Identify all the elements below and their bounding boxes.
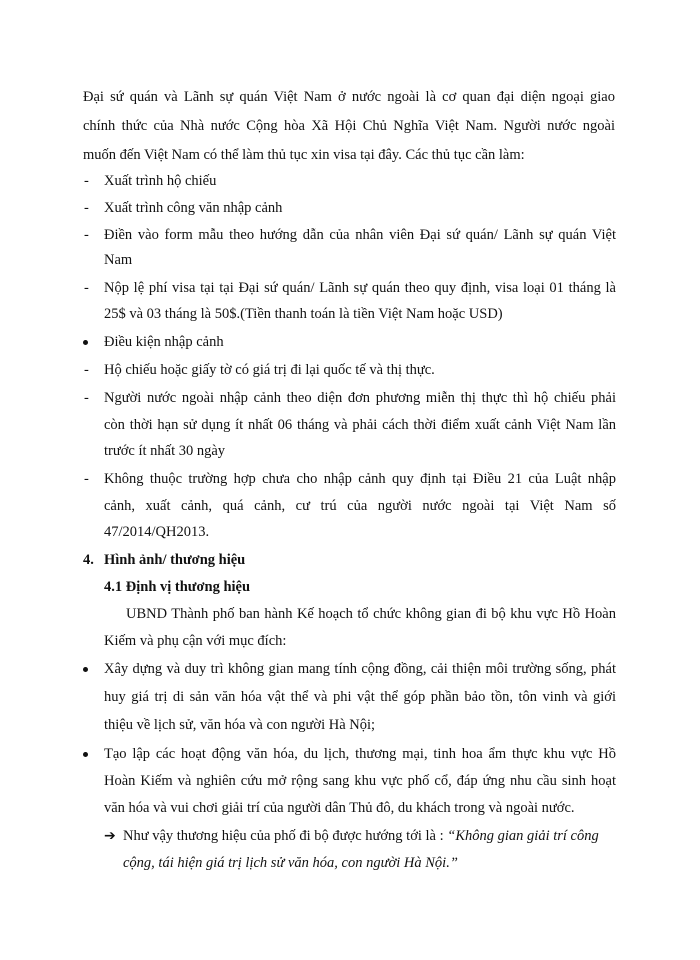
dash-marker: - bbox=[84, 471, 89, 487]
purpose-2-line-3: văn hóa và vui chơi giải trí của người dân Thủ đô, du khách trong và ngoài nước. bbox=[104, 800, 575, 816]
section-4-1-title: 4.1 Định vị thương hiệu bbox=[104, 579, 251, 595]
dash-marker: - bbox=[84, 362, 89, 378]
brand-quote-part-2: cộng, tái hiện giá trị lịch sử văn hóa, con người Hà Nội.” bbox=[123, 855, 458, 871]
procedure-item-4-line-2: 25$ và 03 tháng là 50$.(Tiền thanh toán là tiền Việt Nam hoặc USD) bbox=[104, 306, 503, 322]
procedure-item-3-line-2: Nam bbox=[104, 252, 133, 268]
condition-item-1: Hộ chiếu hoặc giấy tờ có giá trị đi lại quốc tế và thị thực. bbox=[104, 362, 435, 378]
procedure-item-1: Xuất trình hộ chiếu bbox=[104, 173, 217, 189]
intro-line-1: Đại sứ quán và Lãnh sự quán Việt Nam ở nước ngoài là cơ quan đại diện ngoại giao bbox=[83, 89, 615, 105]
condition-item-2-line-1: Người nước ngoài nhập cảnh theo diện đơn phương miễn thị thực thì hộ chiếu phải bbox=[104, 390, 616, 406]
procedure-item-2: Xuất trình công văn nhập cảnh bbox=[104, 200, 283, 216]
section-4-title: Hình ảnh/ thương hiệu bbox=[104, 552, 246, 568]
conclusion-line-1 bbox=[123, 829, 599, 844]
condition-item-3-line-2: cảnh, xuất cảnh, quá cảnh, cư trú của người nước ngoài tại Việt Nam số bbox=[104, 498, 616, 514]
purpose-2-line-1: Tạo lập các hoạt động văn hóa, du lịch, thương mại, tinh hoa ẩm thực khu vực Hồ bbox=[104, 746, 616, 762]
dash-marker: - bbox=[84, 173, 89, 189]
condition-item-3-line-1: Không thuộc trường hợp chưa cho nhập cảnh quy định tại Điều 21 của Luật nhập bbox=[104, 471, 616, 487]
purpose-1-line-3: thiệu về lịch sử, văn hóa và con người Hà Nội; bbox=[104, 717, 376, 733]
purpose-1-line-1: Xây dựng và duy trì không gian mang tính cộng đồng, cải thiện môi trường sống, phát bbox=[104, 661, 616, 677]
bullet-dot bbox=[83, 340, 88, 345]
conclusion-lead: Như vậy thương hiệu của phố đi bộ được hướng tới là : bbox=[123, 828, 448, 844]
plan-intro-line-2: Kiếm và phụ cận với mục đích: bbox=[104, 633, 287, 649]
section-4-number: 4. bbox=[83, 552, 94, 568]
procedure-item-3-line-1: Điền vào form mẫu theo hướng dẫn của nhân viên Đại sứ quán/ Lãnh sự quán Việt bbox=[104, 227, 616, 243]
dash-marker: - bbox=[84, 390, 89, 406]
brand-quote-part-1: “Không gian giải trí công bbox=[447, 828, 599, 844]
intro-line-3: muốn đến Việt Nam có thể làm thủ tục xin visa tại đây. Các thủ tục cần làm: bbox=[83, 147, 525, 163]
dash-marker: - bbox=[84, 280, 89, 296]
intro-line-2: chính thức của Nhà nước Cộng hòa Xã Hội Chủ Nghĩa Việt Nam. Người nước ngoài bbox=[83, 118, 615, 134]
bullet-dot bbox=[83, 667, 88, 672]
bullet-dot bbox=[83, 752, 88, 757]
entry-conditions-heading: Điều kiện nhập cảnh bbox=[104, 334, 224, 350]
purpose-1-line-2: huy giá trị di sản văn hóa vật thể và phi vật thể góp phần bảo tồn, tôn vinh và giới bbox=[104, 689, 616, 705]
right-arrow-icon: ➔ bbox=[104, 828, 116, 844]
condition-item-2-line-3: trước ít nhất 30 ngày bbox=[104, 443, 226, 459]
procedure-item-4-line-1: Nộp lệ phí visa tại tại Đại sứ quán/ Lãnh sự quán theo quy định, visa loại 01 tháng là bbox=[104, 280, 616, 296]
condition-item-2-line-2: còn thời hạn sử dụng ít nhất 06 tháng và phải cách thời điểm xuất cảnh Việt Nam lần bbox=[104, 417, 616, 433]
purpose-2-line-2: Hoàn Kiếm và nghiên cứu mở rộng sang khu vực phố cổ, đáp ứng nhu cầu sinh hoạt bbox=[104, 773, 616, 789]
condition-item-3-line-3: 47/2014/QH2013. bbox=[104, 524, 210, 540]
plan-intro-line-1: UBND Thành phố ban hành Kế hoạch tổ chức không gian đi bộ khu vực Hồ Hoàn bbox=[126, 606, 616, 622]
dash-marker: - bbox=[84, 200, 89, 216]
dash-marker: - bbox=[84, 227, 89, 243]
